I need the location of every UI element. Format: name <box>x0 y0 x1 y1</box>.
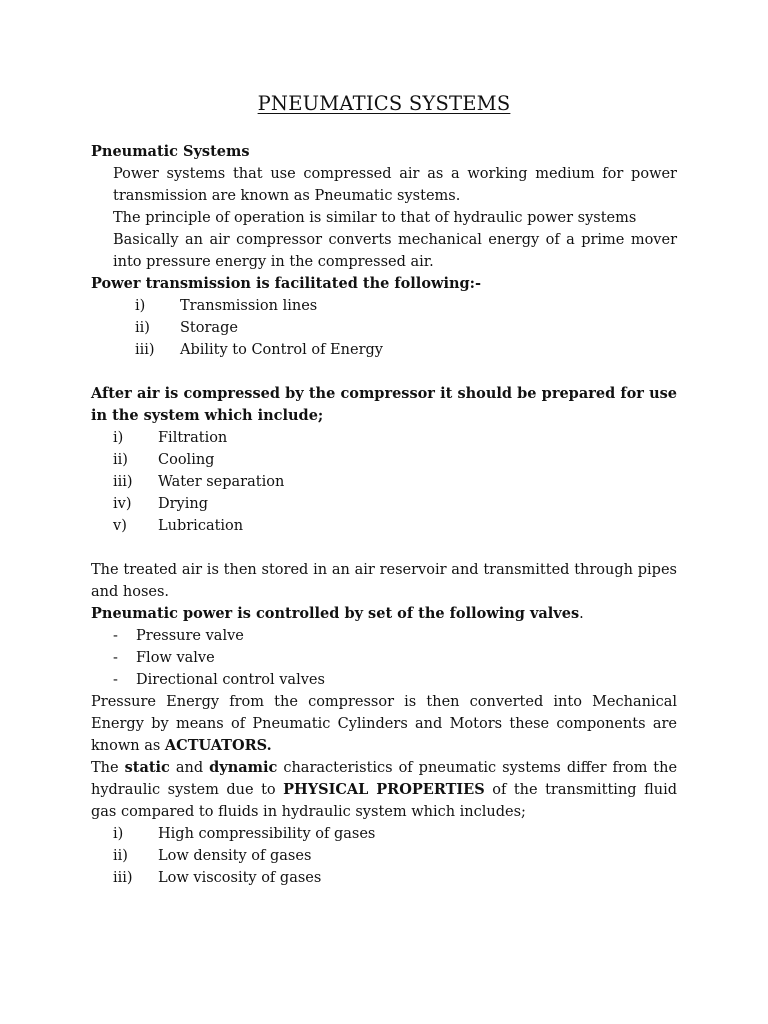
list-text: Flow valve <box>136 650 215 666</box>
section-heading: After air is compressed by the compressor it should be prepared for use in the system which include; <box>91 385 677 424</box>
static-term: static <box>124 759 170 776</box>
list-number: ii) <box>113 452 128 468</box>
list-number: iii) <box>113 870 133 886</box>
list-text: Directional control valves <box>136 672 325 688</box>
paragraph <box>91 691 677 757</box>
text-run: and <box>175 760 204 776</box>
dynamic-term: dynamic <box>209 759 278 776</box>
list-text: Pressure valve <box>136 628 244 644</box>
list-item <box>91 317 677 339</box>
paragraph: The treated air is then stored in an air reservoir and transmitted through pipes and hoses. <box>91 562 677 600</box>
list-item <box>91 845 677 867</box>
list-number: i) <box>135 298 146 314</box>
bullet-dash: - <box>113 672 118 688</box>
paragraph: Power systems that use compressed air as a working medium for power transmission are known as Pneumatic systems. <box>113 166 677 204</box>
bullet-dash: - <box>113 650 118 666</box>
list-item <box>91 493 677 515</box>
list-text: Storage <box>180 320 238 336</box>
list-item <box>91 471 677 493</box>
list-number: ii) <box>113 848 128 864</box>
list-text: Filtration <box>158 430 228 446</box>
section-air-preparation <box>91 383 677 537</box>
list-item <box>91 427 677 449</box>
section-power-transmission <box>91 273 677 361</box>
list-item <box>91 515 677 537</box>
section-heading: Pneumatic Systems <box>91 143 250 160</box>
section-properties <box>91 757 677 889</box>
heading-text: Pneumatic power is controlled by set of the following valves <box>91 605 580 622</box>
paragraph: Basically an air compressor converts mechanical energy of a prime mover into pressure energy in the compressed air. <box>113 232 677 270</box>
heading-period: . <box>579 606 584 622</box>
text-run: characteristics of pneumatic systems differ from the hydraulic system due to <box>91 760 678 798</box>
list-item <box>91 823 677 845</box>
actuators-term: ACTUATORS. <box>164 737 272 754</box>
list-text: High compressibility of gases <box>158 826 376 842</box>
document-title: PNEUMATICS SYSTEMS <box>257 92 511 115</box>
list-number: i) <box>113 826 124 842</box>
list-number: v) <box>113 518 127 534</box>
list-item <box>91 449 677 471</box>
list-number: iii) <box>113 474 133 490</box>
list-text: Low density of gases <box>158 848 312 864</box>
list-number: iii) <box>135 342 155 358</box>
list-item <box>91 339 677 361</box>
section-heading: Power transmission is facilitated the following:- <box>91 275 482 292</box>
bullet-dash: - <box>113 628 118 644</box>
paragraph: The principle of operation is similar to that of hydraulic power systems <box>113 210 637 226</box>
list-number: ii) <box>135 320 150 336</box>
list-text: Transmission lines <box>180 298 318 314</box>
text-run: of the transmitting fluid gas compared to fluids in hydraulic system which includes; <box>91 782 677 820</box>
list-text: Low viscosity of gases <box>158 870 322 886</box>
list-text: Drying <box>158 496 209 512</box>
list-item <box>91 669 677 691</box>
list-item <box>91 867 677 889</box>
paragraph <box>91 757 677 823</box>
list-number: i) <box>113 430 124 446</box>
section-heading <box>91 603 677 625</box>
list-text: Lubrication <box>158 518 244 534</box>
list-item <box>91 295 677 317</box>
physical-properties-term: PHYSICAL PROPERTIES <box>283 781 485 798</box>
text-run: The <box>91 760 119 776</box>
list-text: Ability to Control of Energy <box>180 342 383 358</box>
list-text: Cooling <box>158 452 215 468</box>
list-number: iv) <box>113 496 132 512</box>
section-storage-and-valves <box>91 559 677 757</box>
list-text: Water separation <box>158 474 285 490</box>
list-item <box>91 647 677 669</box>
section-pneumatic-systems <box>91 141 677 273</box>
list-item <box>91 625 677 647</box>
paragraph-text: Pressure Energy from the compressor is then converted into Mechanical Energy by means of Pneumatic Cylinders and Motors these components are known as <box>91 694 677 754</box>
